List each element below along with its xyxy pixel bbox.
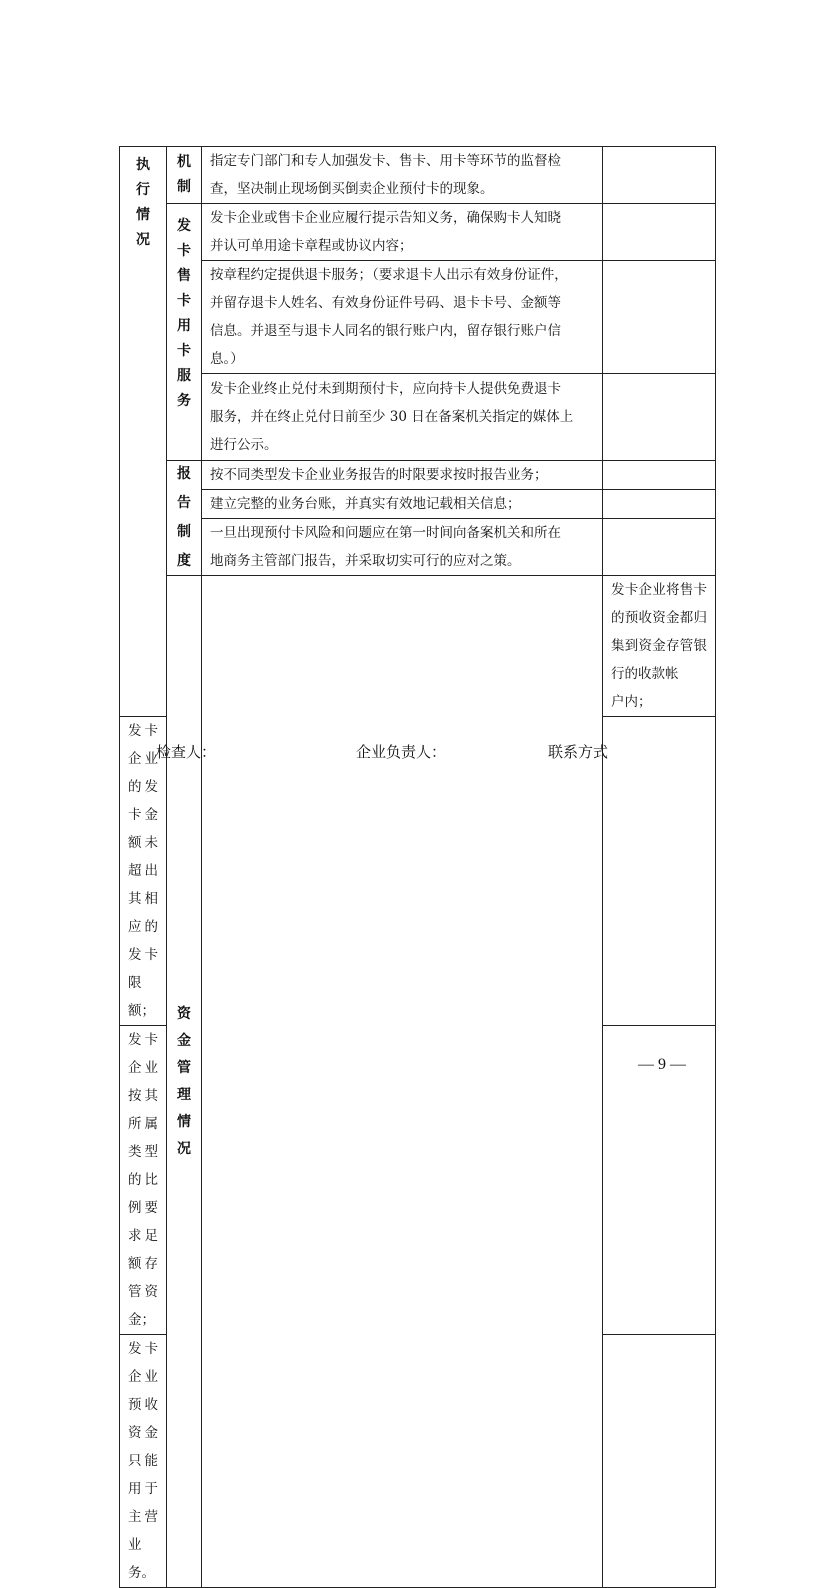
check-item: 发卡企业将售卡的预收资金都归集到资金存管银行的收款帐 户内； [603, 576, 716, 717]
check-item: 指定专门部门和专人加强发卡、售卡、用卡等环节的监督检 查，坚决制止现场倒买倒卖企业预付卡的现象。 [202, 147, 603, 204]
result-cell[interactable] [603, 374, 716, 461]
contact-label: 联系方式 [548, 743, 609, 761]
check-item: 建立完整的业务台账，并真实有效地记载相关信息； [202, 490, 603, 519]
check-item: 发卡企业或售卡企业应履行提示告知义务，确保购卡人知晓 并认可单用途卡章程或协议内容； [202, 204, 603, 261]
table-row [120, 261, 716, 374]
table-row [120, 576, 716, 717]
result-cell[interactable] [603, 461, 716, 490]
table-row [120, 204, 716, 261]
group-label-card-service: 发 卡 售 卡 用 卡 服 务 [167, 204, 202, 461]
group-label-reporting: 报 告 制 度 [167, 461, 202, 576]
empty-group-cell [202, 576, 603, 1588]
table-row [120, 461, 716, 490]
result-cell[interactable] [603, 147, 716, 204]
table-row [120, 519, 716, 576]
table-row [120, 374, 716, 461]
section-label-execution: 执 行 情 况 [120, 147, 167, 717]
inspection-table [119, 146, 716, 1588]
check-item: 按章程约定提供退卡服务；（要求退卡人出示有效身份证件， 并留存退卡人姓名、有效身份证件号码、退卡卡号、金额等 信息。并退至与退卡人同名的银行账户内，留存银行账户信 息。） [202, 261, 603, 374]
page-number: — 9 — [638, 1056, 686, 1073]
check-item: 发卡企业预收资金只能用于主营业务。 [120, 1335, 167, 1588]
check-item: 发卡企业按其所属类型的比例要求足额存管资金； [120, 1026, 167, 1335]
check-item: 发卡企业的发卡金额未超出其相应的发卡限额； [120, 717, 167, 1026]
manager-label: 企业负责人： [356, 743, 447, 761]
signature-line [156, 741, 756, 763]
inspector-label: 检查人： [156, 743, 217, 761]
result-cell[interactable] [603, 261, 716, 374]
check-item: 按不同类型发卡企业业务报告的时限要求按时报告业务； [202, 461, 603, 490]
group-label-mechanism: 机 制 [167, 147, 202, 204]
table-row [120, 490, 716, 519]
section-label-fund-management: 资 金 管 理 情 况 [167, 576, 202, 1588]
check-item: 一旦出现预付卡风险和问题应在第一时间向备案机关和所在 地商务主管部门报告，并采取切实可行的应对之策。 [202, 519, 603, 576]
table-row [120, 147, 716, 204]
result-cell[interactable] [603, 1335, 716, 1588]
check-item: 发卡企业终止兑付未到期预付卡，应向持卡人提供免费退卡 服务，并在终止兑付日前至少 30 日在备案机关指定的媒体上 进行公示。 [202, 374, 603, 461]
result-cell[interactable] [603, 519, 716, 576]
result-cell[interactable] [603, 490, 716, 519]
result-cell[interactable] [603, 204, 716, 261]
